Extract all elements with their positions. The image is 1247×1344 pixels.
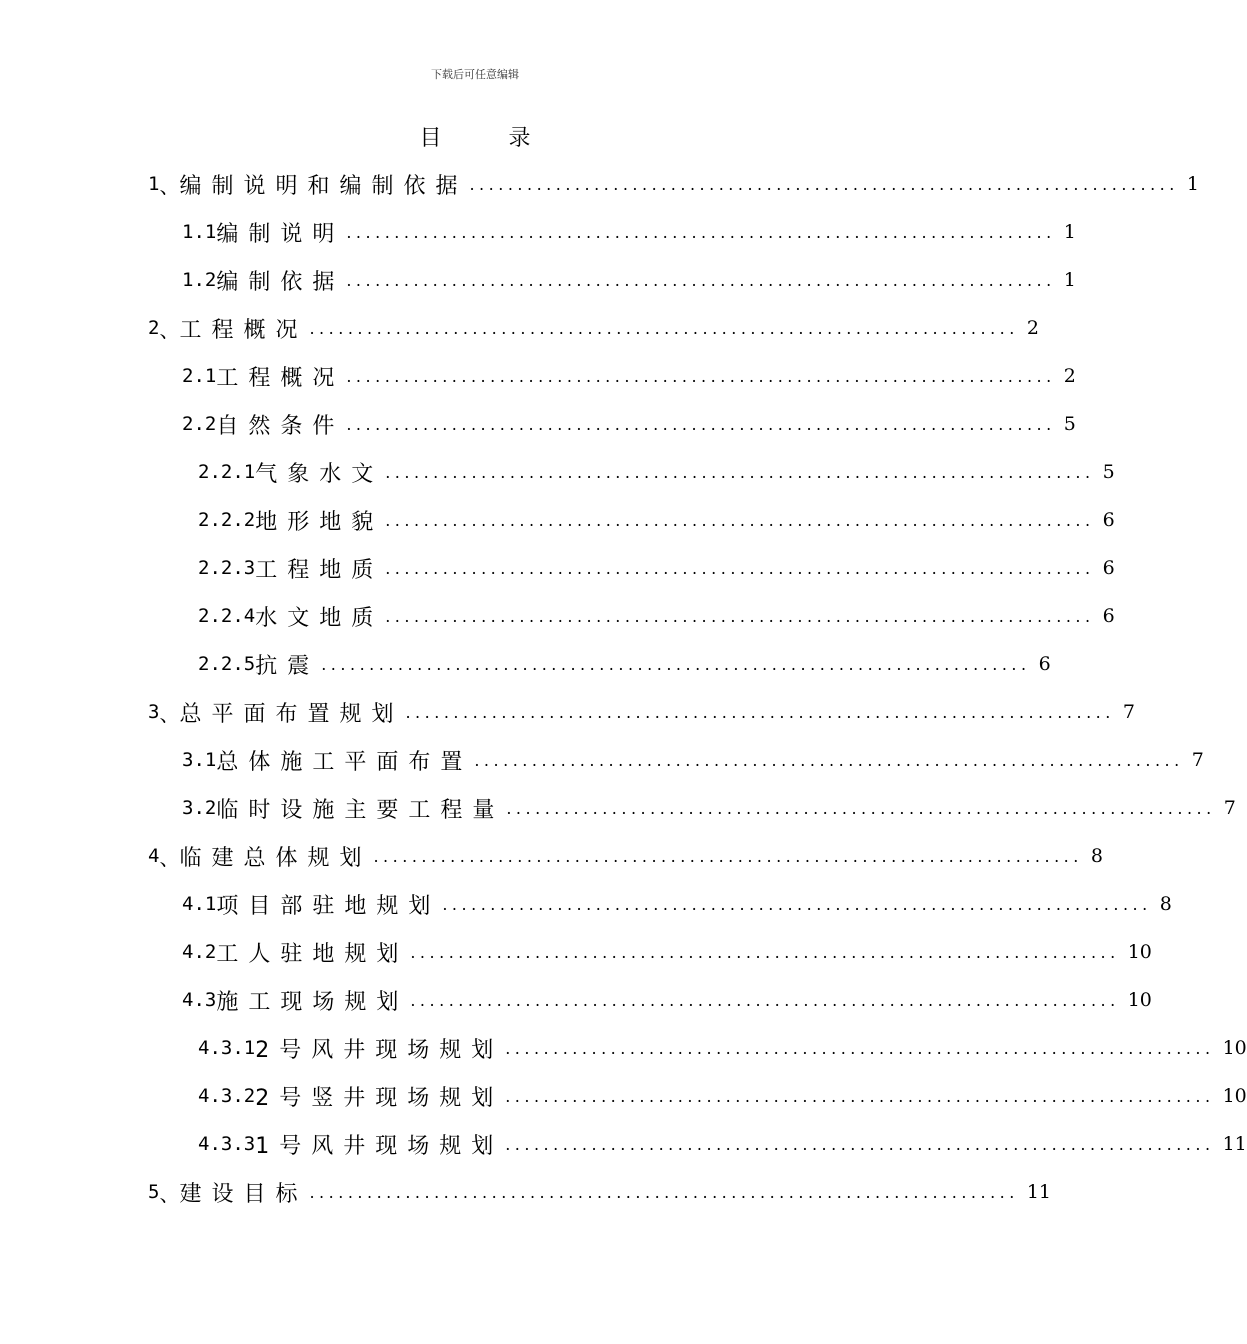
toc-entry-number: 1.2 xyxy=(182,269,217,291)
toc-entry-separator: 、 xyxy=(159,845,180,870)
toc-entry[interactable] xyxy=(0,688,1135,736)
toc-entry-number: 4 xyxy=(148,845,160,867)
toc-entry-number: 4.1 xyxy=(182,893,217,915)
toc-entry-page: 8 xyxy=(1159,893,1172,915)
toc-entry-number: 1 xyxy=(148,173,160,195)
toc-entry[interactable] xyxy=(0,304,1039,352)
toc-entry-page: 10 xyxy=(1127,941,1152,963)
header-note: 下载后可任意编辑 xyxy=(431,68,519,81)
toc-entry-label: 2号竖井现场规划 xyxy=(255,1085,504,1111)
toc-entry-number: 2.2 xyxy=(182,413,217,435)
toc-entry-label: 1号风井现场规划 xyxy=(255,1133,504,1159)
toc-entry[interactable] xyxy=(0,1120,1247,1168)
toc-entry[interactable] xyxy=(0,976,1152,1024)
toc-entry-number: 2.2.5 xyxy=(198,653,256,675)
toc-leader-dots: .......................................................................... xyxy=(321,654,1031,674)
toc-entry-number: 3 xyxy=(148,701,160,723)
toc-entry-number: 2.1 xyxy=(182,365,217,387)
toc-entry-label: 自然条件 xyxy=(216,413,345,439)
toc-entry-number: 4.3 xyxy=(182,989,217,1011)
toc-leader-dots: .......................................................................... xyxy=(346,222,1056,242)
toc-entry-number: 4.3.3 xyxy=(198,1133,256,1155)
toc-entry[interactable] xyxy=(0,400,1076,448)
toc-entry-label: 临建总体规划 xyxy=(179,845,372,871)
toc-entry[interactable] xyxy=(0,160,1199,208)
toc-entry-label: 建设目标 xyxy=(179,1181,308,1207)
toc-entry-page: 1 xyxy=(1186,173,1199,195)
toc-entry-label: 水文地质 xyxy=(255,605,384,631)
toc-leader-dots: .......................................................................... xyxy=(385,606,1095,626)
toc-entry-page: 2 xyxy=(1026,317,1039,339)
toc-entry-number: 5 xyxy=(148,1181,160,1203)
toc-entry-separator: 、 xyxy=(159,701,180,726)
toc-entry-page: 7 xyxy=(1223,797,1236,819)
toc-leader-dots: .......................................................................... xyxy=(373,846,1083,866)
toc-entry-separator: 、 xyxy=(159,317,180,342)
toc-leader-dots: .......................................................................... xyxy=(505,1134,1215,1154)
toc-leader-dots: .......................................................................... xyxy=(385,462,1095,482)
toc-entry[interactable] xyxy=(0,592,1115,640)
toc-entry-label: 抗震 xyxy=(255,653,320,679)
toc-entry-label: 气象水文 xyxy=(255,461,384,487)
toc-leader-dots: .......................................................................... xyxy=(474,750,1184,770)
toc-entry-separator: 、 xyxy=(159,173,180,198)
toc-entry-page: 8 xyxy=(1090,845,1103,867)
toc-entry-number: 4.2 xyxy=(182,941,217,963)
toc-entry[interactable] xyxy=(0,352,1076,400)
toc-entry[interactable] xyxy=(0,736,1204,784)
toc-entry-number: 4.3.2 xyxy=(198,1085,256,1107)
toc-entry[interactable] xyxy=(0,544,1115,592)
toc-title: 目 录 xyxy=(419,126,561,151)
toc-leader-dots: .......................................................................... xyxy=(385,510,1095,530)
toc-entry-page: 11 xyxy=(1222,1133,1247,1155)
toc-leader-dots: .......................................................................... xyxy=(442,894,1152,914)
toc-entry-label: 编制说明 xyxy=(216,221,345,247)
toc-entry-page: 2 xyxy=(1063,365,1076,387)
toc-entry[interactable] xyxy=(0,448,1115,496)
toc-entry-label: 施工现场规划 xyxy=(216,989,409,1015)
toc-entry-label: 工程地质 xyxy=(255,557,384,583)
toc-leader-dots: .......................................................................... xyxy=(505,1038,1215,1058)
toc-entry[interactable] xyxy=(0,640,1051,688)
toc-entry[interactable] xyxy=(0,928,1152,976)
toc-entry-label: 项目部驻地规划 xyxy=(216,893,441,919)
toc-leader-dots: .......................................................................... xyxy=(346,414,1056,434)
toc-entry-label: 工程概况 xyxy=(179,317,308,343)
toc-entry-page: 6 xyxy=(1102,509,1115,531)
toc-entry-page: 7 xyxy=(1122,701,1135,723)
toc-entry-page: 1 xyxy=(1063,221,1076,243)
toc-entry[interactable] xyxy=(0,1168,1052,1216)
toc-leader-dots: .......................................................................... xyxy=(505,1086,1215,1106)
toc-entry-page: 6 xyxy=(1038,653,1051,675)
toc-leader-dots: .......................................................................... xyxy=(309,1182,1019,1202)
toc-entry-page: 7 xyxy=(1191,749,1204,771)
toc-entry-label: 2号风井现场规划 xyxy=(255,1037,504,1063)
toc-entry-page: 6 xyxy=(1102,557,1115,579)
toc-leader-dots: .......................................................................... xyxy=(346,270,1056,290)
toc-leader-dots: .......................................................................... xyxy=(385,558,1095,578)
toc-entry-page: 10 xyxy=(1222,1037,1247,1059)
toc-entry-number: 2 xyxy=(148,317,160,339)
toc-entry-number: 4.3.1 xyxy=(198,1037,256,1059)
toc-entry[interactable] xyxy=(0,496,1115,544)
toc-entry[interactable] xyxy=(0,208,1076,256)
toc-entry[interactable] xyxy=(0,1072,1247,1120)
table-of-contents xyxy=(0,160,1247,1216)
toc-entry[interactable] xyxy=(0,256,1076,304)
toc-entry-label: 编制依据 xyxy=(216,269,345,295)
toc-entry-label: 地形地貌 xyxy=(255,509,384,535)
toc-entry[interactable] xyxy=(0,784,1236,832)
toc-entry-number: 3.1 xyxy=(182,749,217,771)
toc-entry-number: 2.2.1 xyxy=(198,461,256,483)
toc-entry-page: 10 xyxy=(1222,1085,1247,1107)
toc-leader-dots: .......................................................................... xyxy=(410,942,1120,962)
toc-entry[interactable] xyxy=(0,832,1103,880)
toc-entry-label: 总体施工平面布置 xyxy=(216,749,473,775)
toc-entry[interactable] xyxy=(0,1024,1247,1072)
toc-entry-page: 11 xyxy=(1026,1181,1052,1203)
toc-entry-number: 3.2 xyxy=(182,797,217,819)
toc-leader-dots: .......................................................................... xyxy=(410,990,1120,1010)
toc-entry-page: 10 xyxy=(1127,989,1152,1011)
toc-entry[interactable] xyxy=(0,880,1172,928)
toc-leader-dots: .......................................................................... xyxy=(346,366,1056,386)
toc-entry-page: 1 xyxy=(1063,269,1076,291)
toc-entry-page: 5 xyxy=(1102,461,1115,483)
toc-leader-dots: .......................................................................... xyxy=(506,798,1216,818)
toc-entry-page: 5 xyxy=(1063,413,1076,435)
toc-leader-dots: .......................................................................... xyxy=(469,174,1179,194)
toc-entry-label: 工程概况 xyxy=(216,365,345,391)
toc-entry-label: 总平面布置规划 xyxy=(179,701,404,727)
toc-entry-label: 工人驻地规划 xyxy=(216,941,409,967)
toc-entry-number: 1.1 xyxy=(182,221,217,243)
toc-entry-page: 6 xyxy=(1102,605,1115,627)
toc-entry-separator: 、 xyxy=(159,1181,180,1206)
toc-entry-number: 2.2.4 xyxy=(198,605,256,627)
toc-leader-dots: .......................................................................... xyxy=(405,702,1115,722)
toc-leader-dots: .......................................................................... xyxy=(309,318,1019,338)
toc-entry-label: 编制说明和编制依据 xyxy=(179,173,468,199)
toc-entry-number: 2.2.3 xyxy=(198,557,256,579)
toc-entry-label: 临时设施主要工程量 xyxy=(216,797,505,823)
toc-entry-number: 2.2.2 xyxy=(198,509,256,531)
